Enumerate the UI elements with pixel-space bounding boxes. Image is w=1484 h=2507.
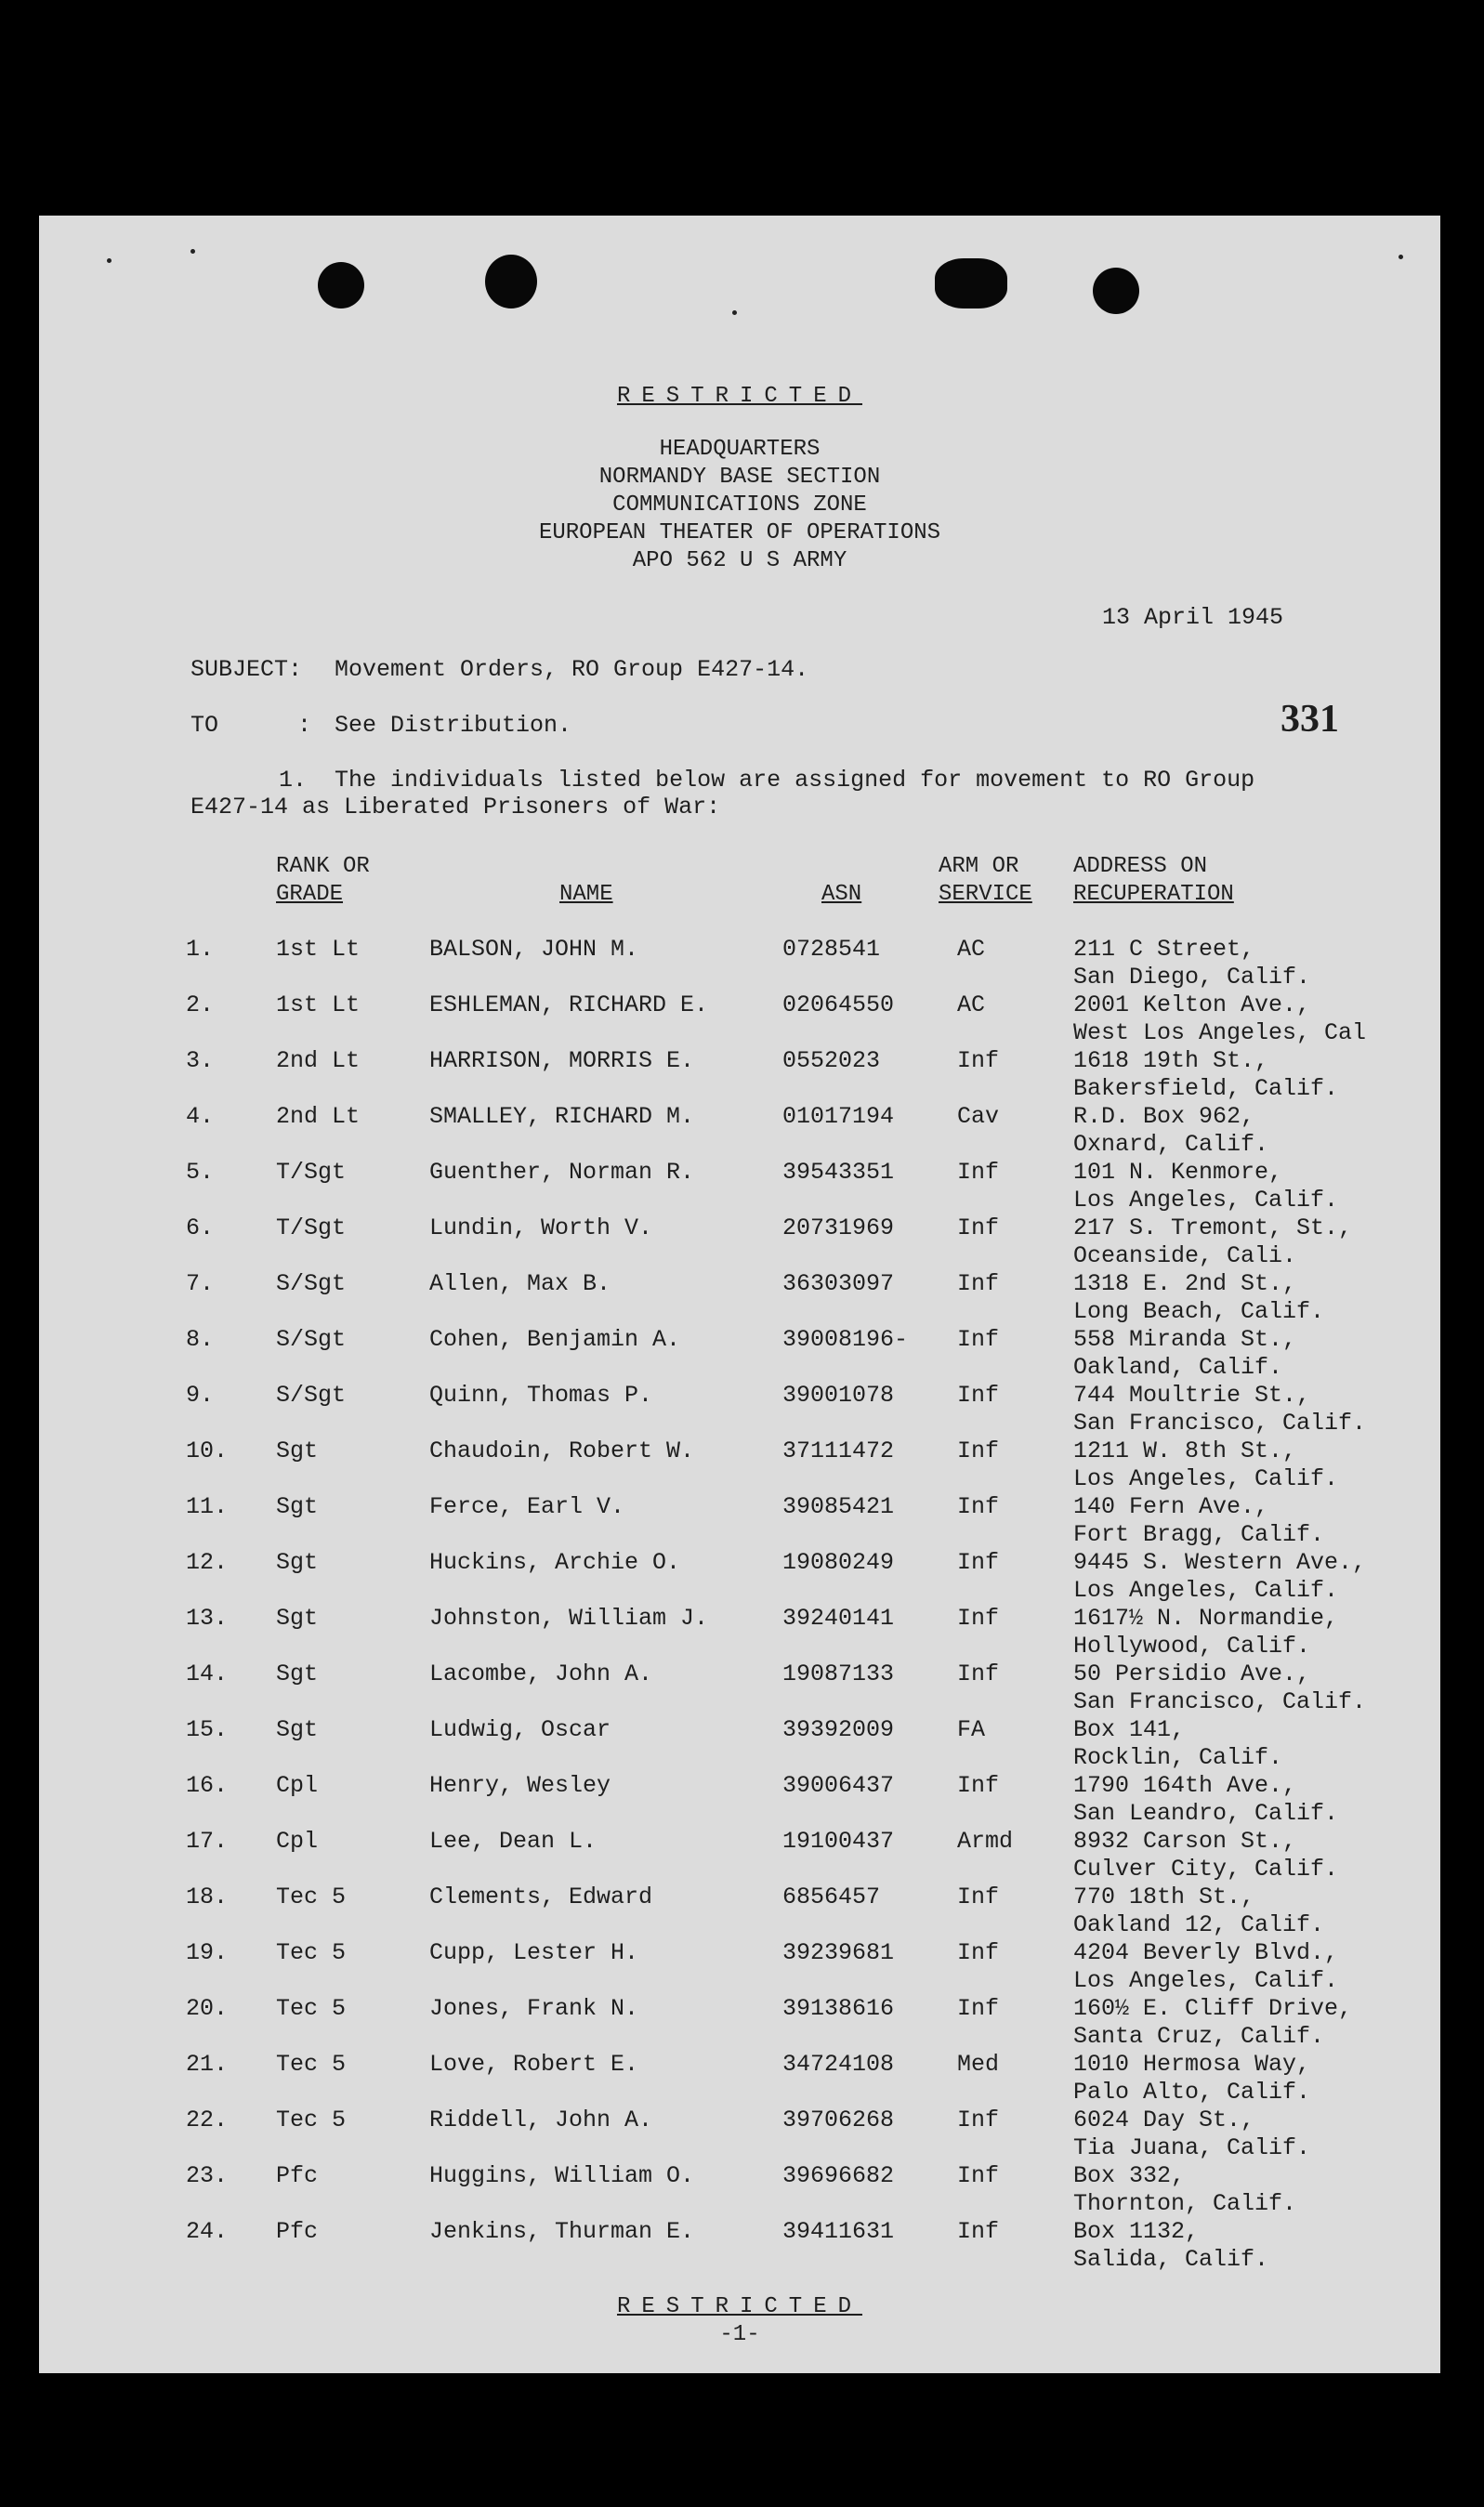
header-addr-line2: RECUPERATION [1073, 882, 1234, 907]
row-grade: T/Sgt [276, 1159, 347, 1186]
row-arm-service: Inf [957, 2107, 1000, 2133]
punch-hole [485, 255, 537, 308]
paragraph-line-1: 1. The individuals listed below are assigned for movement to RO Group [279, 767, 1255, 794]
row-address-line2: Los Angeles, Calif. [1073, 1187, 1339, 1214]
header-grade-line2: GRADE [276, 882, 344, 907]
table-row [39, 1326, 1440, 1382]
row-asn: 39706268 [782, 2107, 895, 2133]
row-address-line1: 770 18th St., [1073, 1884, 1255, 1910]
row-number: 21. [186, 2051, 229, 2078]
row-name: HARRISON, MORRIS E. [429, 1047, 695, 1074]
row-number: 16. [186, 1772, 229, 1799]
row-address-line1: 2001 Kelton Ave., [1073, 991, 1311, 1018]
row-number: 3. [186, 1047, 215, 1074]
row-address-line2: Oakland 12, Calif. [1073, 1911, 1325, 1938]
letterhead-line-4: EUROPEAN THEATER OF OPERATIONS [538, 520, 941, 545]
row-address-line2: Hollywood, Calif. [1073, 1633, 1311, 1660]
letterhead-line-1: HEADQUARTERS [659, 437, 821, 462]
row-grade: T/Sgt [276, 1214, 347, 1241]
row-arm-service: AC [957, 991, 986, 1018]
row-number: 9. [186, 1382, 215, 1409]
row-address-line2: Los Angeles, Calif. [1073, 1967, 1339, 1994]
page-number: -1- [719, 2322, 760, 2347]
row-number: 17. [186, 1828, 229, 1855]
row-name: Lundin, Worth V. [429, 1214, 653, 1241]
to-label: TO [190, 712, 219, 739]
speck [732, 310, 737, 315]
row-grade: 1st Lt [276, 991, 361, 1018]
row-number: 23. [186, 2162, 229, 2189]
row-asn: 39138616 [782, 1995, 895, 2022]
row-arm-service: Inf [957, 1493, 1000, 1520]
speck [190, 249, 195, 254]
row-asn: 19100437 [782, 1828, 895, 1855]
table-row [39, 1437, 1440, 1493]
row-grade: 2nd Lt [276, 1103, 361, 1130]
row-grade: Cpl [276, 1772, 319, 1799]
row-grade: Tec 5 [276, 2107, 347, 2133]
row-address-line2: Oakland, Calif. [1073, 1354, 1283, 1381]
letterhead-line-5: APO 562 U S ARMY [632, 548, 847, 573]
header-arm-line1: ARM OR [939, 854, 1019, 879]
row-number: 11. [186, 1493, 229, 1520]
row-name: Quinn, Thomas P. [429, 1382, 653, 1409]
row-asn: 39008196- [782, 1326, 909, 1353]
row-address-line1: 1010 Hermosa Way, [1073, 2051, 1311, 2078]
row-address-line2: San Leandro, Calif. [1073, 1800, 1339, 1827]
header-asn: ASN [821, 882, 862, 907]
row-name: Jenkins, Thurman E. [429, 2218, 695, 2245]
row-number: 13. [186, 1605, 229, 1632]
row-asn: 20731969 [782, 1214, 895, 1241]
row-asn: 19080249 [782, 1549, 895, 1576]
row-asn: 01017194 [782, 1103, 895, 1130]
table-row [39, 2051, 1440, 2107]
row-arm-service: Inf [957, 1939, 1000, 1966]
row-address-line2: Salida, Calif. [1073, 2246, 1269, 2273]
row-grade: Cpl [276, 1828, 319, 1855]
row-arm-service: Inf [957, 1214, 1000, 1241]
row-grade: Sgt [276, 1493, 319, 1520]
row-name: Lacombe, John A. [429, 1660, 653, 1687]
row-name: Ludwig, Oscar [429, 1716, 611, 1743]
row-name: Johnston, William J. [429, 1605, 709, 1632]
row-number: 19. [186, 1939, 229, 1966]
row-arm-service: Inf [957, 1437, 1000, 1464]
row-address-line2: San Francisco, Calif. [1073, 1410, 1367, 1437]
row-address-line1: Box 1132, [1073, 2218, 1200, 2245]
row-grade: Tec 5 [276, 1995, 347, 2022]
row-asn: 39239681 [782, 1939, 895, 1966]
row-address-line1: 101 N. Kenmore, [1073, 1159, 1283, 1186]
row-address-line2: Los Angeles, Calif. [1073, 1577, 1339, 1604]
row-arm-service: Inf [957, 1159, 1000, 1186]
row-name: Love, Robert E. [429, 2051, 639, 2078]
row-grade: Tec 5 [276, 1939, 347, 1966]
row-address-line1: R.D. Box 962, [1073, 1103, 1255, 1130]
row-arm-service: Inf [957, 2218, 1000, 2245]
table-row [39, 1660, 1440, 1716]
row-grade: Tec 5 [276, 2051, 347, 2078]
punch-hole [318, 262, 364, 308]
row-address-line2: Rocklin, Calif. [1073, 1744, 1283, 1771]
table-row [39, 1995, 1440, 2051]
row-number: 1. [186, 936, 215, 963]
row-address-line1: 8932 Carson St., [1073, 1828, 1297, 1855]
row-address-line1: Box 332, [1073, 2162, 1186, 2189]
row-name: Chaudoin, Robert W. [429, 1437, 695, 1464]
row-arm-service: Inf [957, 2162, 1000, 2189]
row-address-line1: 211 C Street, [1073, 936, 1255, 963]
subject-text: Movement Orders, RO Group E427-14. [335, 656, 809, 683]
row-address-line2: Tia Juana, Calif. [1073, 2134, 1311, 2161]
document-date: 13 April 1945 [1102, 604, 1284, 631]
letterhead-line-3: COMMUNICATIONS ZONE [612, 492, 867, 518]
row-name: Lee, Dean L. [429, 1828, 598, 1855]
row-name: Henry, Wesley [429, 1772, 611, 1799]
row-grade: Pfc [276, 2218, 319, 2245]
row-address-line1: 4204 Beverly Blvd., [1073, 1939, 1339, 1966]
header-addr-line1: ADDRESS ON [1073, 854, 1208, 879]
row-number: 14. [186, 1660, 229, 1687]
restricted-marking-bottom: RESTRICTED [616, 2294, 863, 2319]
row-arm-service: Inf [957, 1772, 1000, 1799]
row-arm-service: Cav [957, 1103, 1000, 1130]
document-number: 331 [1280, 698, 1339, 741]
row-asn: 39543351 [782, 1159, 895, 1186]
row-address-line1: 1617½ N. Normandie, [1073, 1605, 1339, 1632]
speck [1399, 255, 1403, 259]
row-arm-service: Inf [957, 1047, 1000, 1074]
row-arm-service: Inf [957, 1270, 1000, 1297]
row-address-line2: Bakersfield, Calif. [1073, 1075, 1339, 1102]
row-number: 18. [186, 1884, 229, 1910]
row-grade: Sgt [276, 1437, 319, 1464]
row-address-line2: Culver City, Calif. [1073, 1856, 1339, 1883]
table-row [39, 1159, 1440, 1214]
row-number: 22. [186, 2107, 229, 2133]
row-grade: Sgt [276, 1605, 319, 1632]
row-arm-service: FA [957, 1716, 986, 1743]
document-page [39, 216, 1440, 2373]
row-asn: 39392009 [782, 1716, 895, 1743]
row-name: Guenther, Norman R. [429, 1159, 695, 1186]
row-address-line1: 1211 W. 8th St., [1073, 1437, 1297, 1464]
table-row [39, 1382, 1440, 1437]
speck [107, 258, 112, 263]
row-name: SMALLEY, RICHARD M. [429, 1103, 695, 1130]
row-arm-service: Inf [957, 1549, 1000, 1576]
table-row [39, 1884, 1440, 1939]
row-name: Jones, Frank N. [429, 1995, 639, 2022]
row-name: Cupp, Lester H. [429, 1939, 639, 1966]
header-name: NAME [559, 882, 613, 907]
row-address-line1: 1790 164th Ave., [1073, 1772, 1297, 1799]
row-address-line1: 744 Moultrie St., [1073, 1382, 1311, 1409]
row-name: Ferce, Earl V. [429, 1493, 625, 1520]
table-row [39, 2107, 1440, 2162]
punch-hole [1093, 268, 1139, 314]
row-grade: Sgt [276, 1660, 319, 1687]
row-address-line1: 558 Miranda St., [1073, 1326, 1297, 1353]
row-arm-service: Armd [957, 1828, 1014, 1855]
row-address-line1: 6024 Day St., [1073, 2107, 1255, 2133]
table-row [39, 2218, 1440, 2274]
row-arm-service: Inf [957, 1605, 1000, 1632]
table-row [39, 1772, 1440, 1828]
row-arm-service: Inf [957, 1382, 1000, 1409]
row-asn: 6856457 [782, 1884, 881, 1910]
row-asn: 34724108 [782, 2051, 895, 2078]
row-address-line1: 160½ E. Cliff Drive, [1073, 1995, 1353, 2022]
row-grade: S/Sgt [276, 1382, 347, 1409]
row-address-line1: 1618 19th St., [1073, 1047, 1269, 1074]
row-grade: 1st Lt [276, 936, 361, 963]
row-arm-service: AC [957, 936, 986, 963]
row-address-line2: Thornton, Calif. [1073, 2190, 1297, 2217]
row-name: BALSON, JOHN M. [429, 936, 639, 963]
table-row [39, 1939, 1440, 1995]
header-arm-line2: SERVICE [939, 882, 1032, 907]
row-number: 15. [186, 1716, 229, 1743]
row-asn: 39411631 [782, 2218, 895, 2245]
row-address-line2: Fort Bragg, Calif. [1073, 1521, 1325, 1548]
row-number: 24. [186, 2218, 229, 2245]
table-row [39, 1270, 1440, 1326]
row-asn: 0728541 [782, 936, 881, 963]
row-name: Huggins, William O. [429, 2162, 695, 2189]
row-asn: 19087133 [782, 1660, 895, 1687]
row-grade: 2nd Lt [276, 1047, 361, 1074]
row-grade: Sgt [276, 1716, 319, 1743]
to-text: See Distribution. [335, 712, 572, 739]
subject-label: SUBJECT: [190, 656, 303, 683]
table-row [39, 1493, 1440, 1549]
row-arm-service: Inf [957, 1884, 1000, 1910]
row-address-line1: Box 141, [1073, 1716, 1186, 1743]
row-address-line2: West Los Angeles, Cal [1073, 1019, 1367, 1046]
row-asn: 37111472 [782, 1437, 895, 1464]
row-number: 6. [186, 1214, 215, 1241]
row-address-line2: Oxnard, Calif. [1073, 1131, 1269, 1158]
row-grade: S/Sgt [276, 1270, 347, 1297]
row-name: Clements, Edward [429, 1884, 653, 1910]
table-row [39, 1103, 1440, 1159]
row-arm-service: Inf [957, 1995, 1000, 2022]
table-row [39, 1605, 1440, 1660]
table-row [39, 1214, 1440, 1270]
row-arm-service: Inf [957, 1660, 1000, 1687]
row-arm-service: Med [957, 2051, 1000, 2078]
row-address-line2: Long Beach, Calif. [1073, 1298, 1325, 1325]
row-grade: S/Sgt [276, 1326, 347, 1353]
row-number: 2. [186, 991, 215, 1018]
row-number: 5. [186, 1159, 215, 1186]
row-asn: 02064550 [782, 991, 895, 1018]
row-number: 12. [186, 1549, 229, 1576]
row-address-line2: San Diego, Calif. [1073, 964, 1311, 991]
punch-hole [935, 258, 1007, 308]
row-address-line2: Palo Alto, Calif. [1073, 2079, 1311, 2106]
paragraph-line-2: E427-14 as Liberated Prisoners of War: [190, 794, 721, 820]
table-row [39, 2162, 1440, 2218]
row-address-line2: Oceanside, Cali. [1073, 1242, 1297, 1269]
row-address-line1: 217 S. Tremont, St., [1073, 1214, 1353, 1241]
row-asn: 36303097 [782, 1270, 895, 1297]
row-asn: 39240141 [782, 1605, 895, 1632]
row-asn: 0552023 [782, 1047, 881, 1074]
row-number: 8. [186, 1326, 215, 1353]
row-name: Huckins, Archie O. [429, 1549, 681, 1576]
table-row [39, 1716, 1440, 1772]
row-asn: 39696682 [782, 2162, 895, 2189]
restricted-marking-top: RESTRICTED [616, 384, 863, 409]
row-grade: Sgt [276, 1549, 319, 1576]
row-asn: 39001078 [782, 1382, 895, 1409]
header-grade-line1: RANK OR [276, 854, 370, 879]
row-grade: Tec 5 [276, 1884, 347, 1910]
row-number: 7. [186, 1270, 215, 1297]
row-grade: Pfc [276, 2162, 319, 2189]
letterhead-line-2: NORMANDY BASE SECTION [598, 465, 881, 490]
table-row [39, 936, 1440, 991]
row-address-line1: 140 Fern Ave., [1073, 1493, 1269, 1520]
table-row [39, 991, 1440, 1047]
row-asn: 39006437 [782, 1772, 895, 1799]
row-number: 10. [186, 1437, 229, 1464]
table-row [39, 1549, 1440, 1605]
table-row [39, 1047, 1440, 1103]
row-address-line1: 50 Persidio Ave., [1073, 1660, 1311, 1687]
row-number: 4. [186, 1103, 215, 1130]
row-number: 20. [186, 1995, 229, 2022]
row-address-line1: 9445 S. Western Ave., [1073, 1549, 1367, 1576]
to-colon: : [297, 712, 312, 739]
row-name: Allen, Max B. [429, 1270, 611, 1297]
row-address-line2: Los Angeles, Calif. [1073, 1465, 1339, 1492]
row-name: Riddell, John A. [429, 2107, 653, 2133]
row-arm-service: Inf [957, 1326, 1000, 1353]
table-row [39, 1828, 1440, 1884]
row-address-line1: 1318 E. 2nd St., [1073, 1270, 1297, 1297]
row-name: ESHLEMAN, RICHARD E. [429, 991, 709, 1018]
row-address-line2: Santa Cruz, Calif. [1073, 2023, 1325, 2050]
row-asn: 39085421 [782, 1493, 895, 1520]
row-address-line2: San Francisco, Calif. [1073, 1688, 1367, 1715]
row-name: Cohen, Benjamin A. [429, 1326, 681, 1353]
